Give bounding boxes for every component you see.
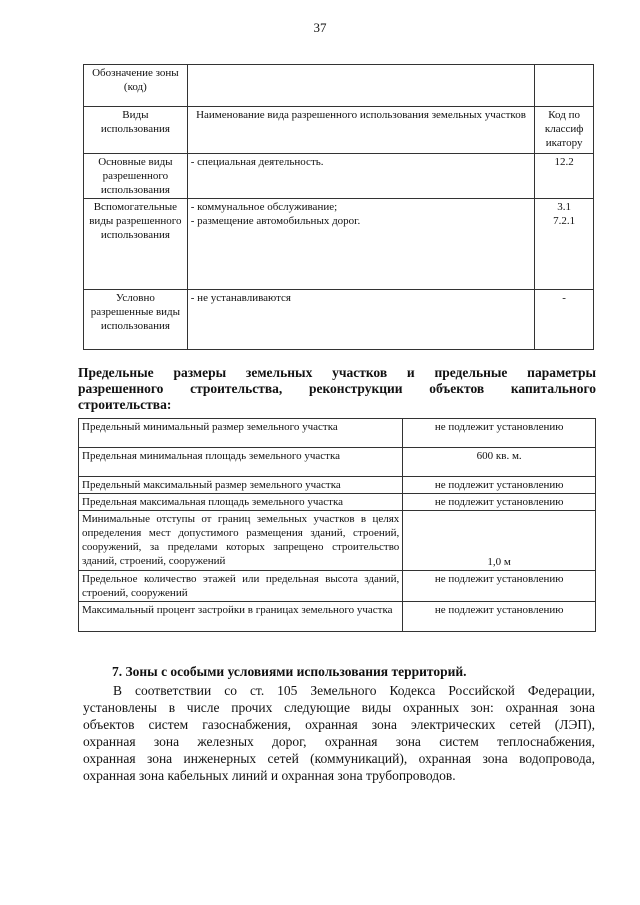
param-value: 1,0 м xyxy=(403,511,596,571)
row-label: Основные виды разрешенного использования xyxy=(84,154,188,199)
row-codes xyxy=(535,199,594,290)
paragraph-line: охранная зона железных дорог, охранная зона систем теплоснабжения, xyxy=(83,734,595,749)
row-items xyxy=(187,290,534,350)
param-name: Предельный минимальный размер земельного участка xyxy=(79,419,403,448)
list-item: - коммунальное обслуживание; xyxy=(190,201,338,213)
row-codes xyxy=(535,154,594,199)
params-table xyxy=(78,418,596,632)
page-number: 37 xyxy=(313,20,327,35)
row-label: Вспомогательные виды разрешенного использования xyxy=(84,199,188,290)
param-name: Минимальные отступы от границ земельных участков в целях определения мест допустимого размещения зданий, строений, сооружений, за пределами которых запрещено строительство зданий, строений, сооружений xyxy=(79,511,403,571)
header-code: Код по классиф икатору xyxy=(535,107,594,154)
row-items xyxy=(187,154,534,199)
params-heading xyxy=(78,365,596,413)
table-row xyxy=(79,419,596,448)
paragraph-line: В соответствии со ст. 105 Земельного Кодекса Российской Федерации, xyxy=(113,683,595,698)
list-item: - размещение автомобильных дорог. xyxy=(190,215,361,227)
table-row xyxy=(84,154,594,199)
param-value: не подлежит установлению xyxy=(403,602,596,632)
param-value: не подлежит установлению xyxy=(403,494,596,511)
param-name: Предельный максимальный размер земельного участка xyxy=(79,477,403,494)
row-label: Условно разрешенные виды использования xyxy=(84,290,188,350)
zone-code-empty xyxy=(187,65,534,107)
row-codes xyxy=(535,290,594,350)
table-row xyxy=(79,571,596,602)
param-name: Предельное количество этажей или предельная высота зданий, строений, сооружений xyxy=(79,571,403,602)
table-row xyxy=(84,290,594,350)
heading-line: строительства: xyxy=(78,397,172,412)
header-types: Виды использования xyxy=(84,107,188,154)
code-value: 7.2.1 xyxy=(553,215,576,227)
table-row xyxy=(84,199,594,290)
code-value: - xyxy=(562,292,566,304)
param-value: не подлежит установлению xyxy=(403,571,596,602)
row-items xyxy=(187,199,534,290)
table-row xyxy=(79,602,596,632)
param-name: Предельная максимальная площадь земельного участка xyxy=(79,494,403,511)
paragraph-line: охранная зона инженерных сетей (коммуникаций), охранная зона водопровода, xyxy=(83,751,595,766)
zone-code-empty-2 xyxy=(535,65,594,107)
section-title: 7. Зоны с особыми условиями использования территорий. xyxy=(112,664,467,679)
header-name: Наименование вида разрешенного использования земельных участков xyxy=(187,107,534,154)
code-value: 3.1 xyxy=(557,201,571,213)
heading-line: разрешенного строительства, реконструкции объектов капитального xyxy=(78,381,596,396)
table-row xyxy=(79,511,596,571)
paragraph-line: объектов систем газоснабжения, охранная зона электрических сетей (ЛЭП), xyxy=(83,717,595,732)
param-value: не подлежит установлению xyxy=(403,419,596,448)
table-row xyxy=(79,477,596,494)
zone-code-label: Обозначение зоны (код) xyxy=(84,65,188,107)
paragraph-line: охранная зона кабельных линий и охранная зона трубопроводов. xyxy=(83,768,456,783)
code-value: 12.2 xyxy=(554,156,574,168)
param-name: Предельная минимальная площадь земельного участка xyxy=(79,448,403,477)
section-paragraph xyxy=(83,682,595,784)
table-row xyxy=(79,448,596,477)
list-item: - не устанавливаются xyxy=(190,292,291,304)
param-value: 600 кв. м. xyxy=(403,448,596,477)
paragraph-line: установлены в числе прочих следующие виды охранных зон: охранная зона xyxy=(83,700,595,715)
table-row xyxy=(79,494,596,511)
list-item: - специальная деятельность. xyxy=(190,156,324,168)
param-name: Максимальный процент застройки в границах земельного участка xyxy=(79,602,403,632)
zone-table xyxy=(83,64,594,350)
param-value: не подлежит установлению xyxy=(403,477,596,494)
heading-line: Предельные размеры земельных участков и предельные параметры xyxy=(78,365,596,380)
